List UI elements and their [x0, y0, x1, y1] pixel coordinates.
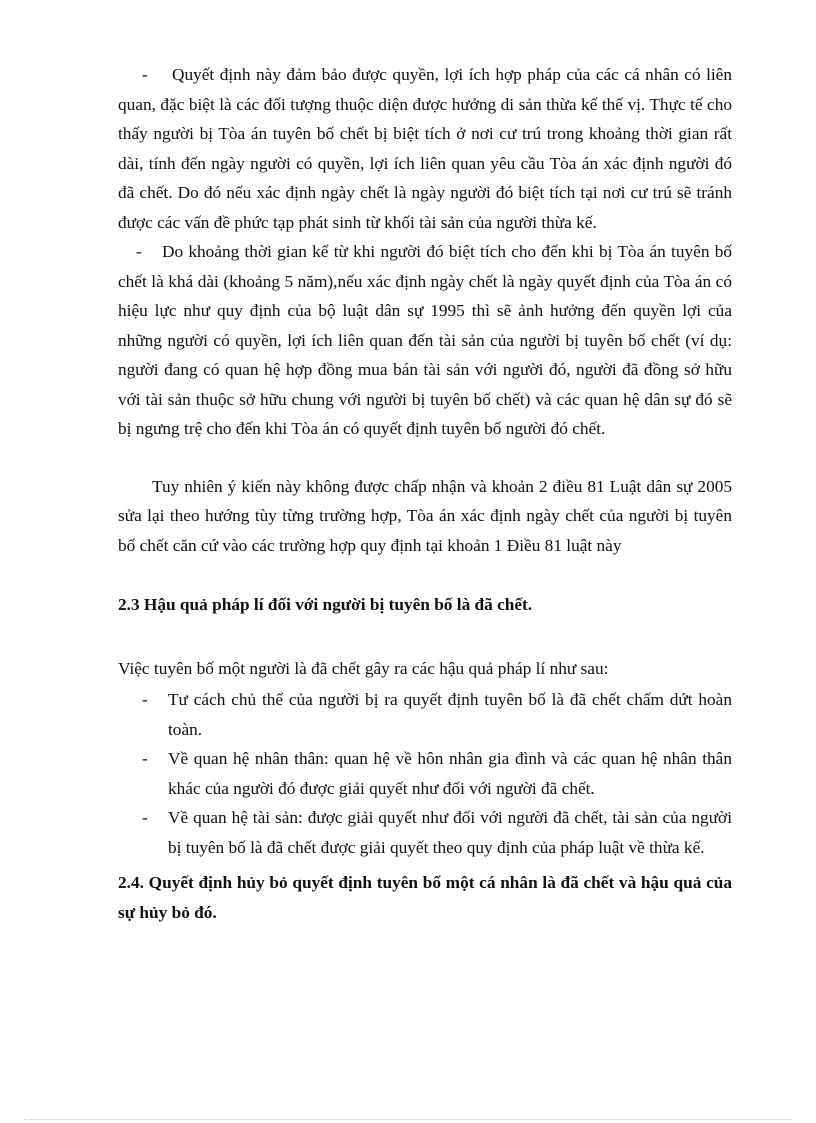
- list-item-text: Về quan hệ tài sản: được giải quyết như đối với người đã chết, tài sản của người bị tuyên bố là đã chết được giải quyết theo quy định của pháp luật về thừa kế.: [168, 808, 732, 857]
- list-item-text: Về quan hệ nhân thân: quan hệ về hôn nhân gia đình và các quan hệ nhân thân khác của người đó được giải quyết như đối với người đã chết.: [168, 749, 732, 798]
- list-dash: -: [142, 65, 148, 84]
- paragraph-text: Do khoảng thời gian kể từ khi người đó biệt tích cho đến khi bị Tòa án tuyên bố chết là khá dài (khoảng 5 năm),nếu xác định ngày chết là ngày quyết định của Tòa án có hiệu lực như quy định của bộ luật dân sự 1995 thì sẽ ảnh hưởng đến quyền lợi của những người có quyền, lợi ích liên quan đến tài sản của người bị tuyên bố chết (ví dụ: người đang có quan hệ hợp đồng mua bán tài sản với người đó, người đã đồng sở hữu với tài sản thuộc sở hữu chung với người bị tuyên bố chết) và các quan hệ dân sự đó sẽ bị ngưng trệ cho đến khi Tòa án có quyết định tuyên bố người đó chết.: [118, 242, 732, 438]
- list-dash: -: [142, 749, 148, 768]
- list-item: [118, 685, 732, 744]
- page-bottom-divider: [24, 1119, 792, 1120]
- consequences-list: [118, 685, 732, 862]
- list-dash: -: [136, 242, 142, 261]
- paragraph-text: Quyết định này đảm bảo được quyền, lợi ích hợp pháp của các cá nhân có liên quan, đặc biệt là các đối tượng thuộc diện được hưởng di sản thừa kế thế vị. Thực tế cho thấy người bị Tòa án tuyên bố chết bị biệt tích ở nơi cư trú trong khoảng thời gian rất dài, tính đến ngày người có quyền, lợi ích liên quan yêu cầu Tòa án xác định người đó đã chết. Do đó nếu xác định ngày chết là ngày người đó biệt tích tại nơi cư trú sẽ tránh được các vấn đề phức tạp phát sinh từ khối tài sản của người thừa kế.: [118, 65, 732, 232]
- document-page: [118, 60, 732, 927]
- section-heading-2-4: 2.4. Quyết định hủy bỏ quyết định tuyên bố một cá nhân là đã chết và hậu quả của sự hủy bỏ đó.: [118, 873, 732, 922]
- list-item-text: Tư cách chủ thể của người bị ra quyết định tuyên bố là đã chết chấm dứt hoàn toàn.: [168, 690, 732, 739]
- list-item: [118, 744, 732, 803]
- section-heading-2-3: 2.3 Hậu quả pháp lí đối với người bị tuyên bố là đã chết.: [118, 595, 533, 614]
- paragraph-date-of-death-benefit: [118, 60, 732, 237]
- section-2-3-intro: Việc tuyên bố một người là đã chết gây ra các hậu quả pháp lí như sau:: [118, 658, 609, 678]
- list-item: [118, 803, 732, 862]
- paragraph-law-amendment: Tuy nhiên ý kiến này không được chấp nhận và khoản 2 điều 81 Luật dân sự 2005 sửa lại theo hướng tùy từng trường hợp, Tòa án xác định ngày chết của người bị tuyên bố chết căn cứ vào các trường hợp quy định tại khoản 1 Điều 81 luật này: [118, 476, 732, 555]
- list-dash: -: [142, 808, 148, 827]
- paragraph-missing-period: [118, 237, 732, 444]
- list-dash: -: [142, 690, 148, 709]
